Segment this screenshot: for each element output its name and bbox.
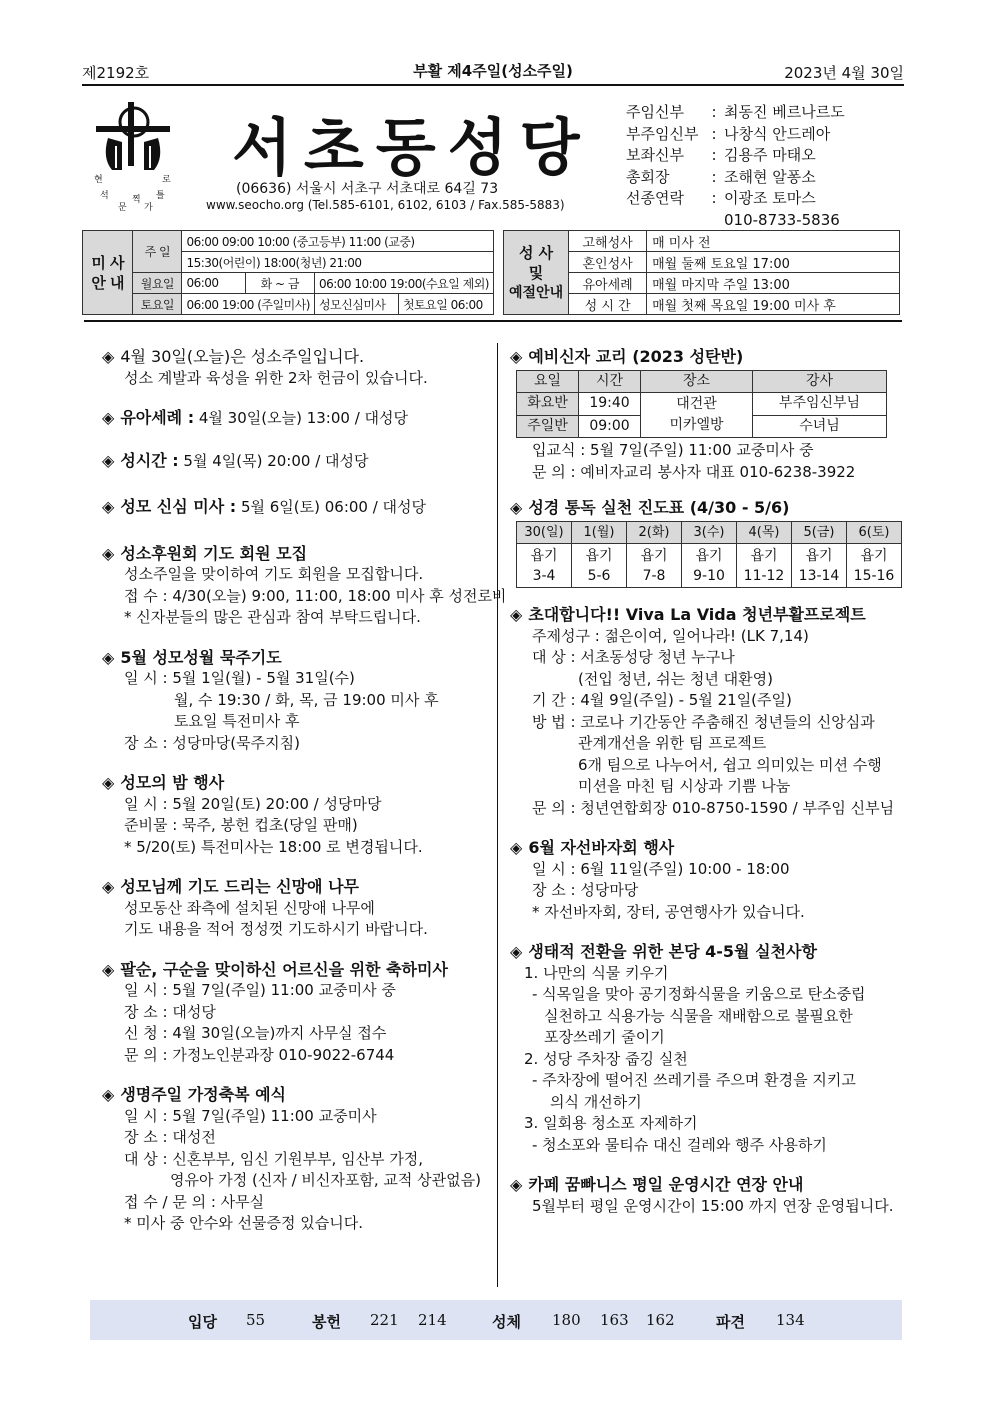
notice-family-blessing: ◈ 생명주일 가정축복 예식 일 시 : 5월 7일(주일) 11:00 교중미사 장 소 : 대성전 대 상 : 신혼부부, 임신 기원부부, 임산부 가정, 영유아 가정 (신자 / 비신자포함, 교적 상관없음) 접 수 / 문 의 : 사무실 * 미사 중 안수와 선물증정 있습니다.	[102, 1085, 481, 1232]
diamond-bullet-icon: ◈	[102, 543, 115, 563]
section-divider	[84, 320, 902, 322]
notice-elders-mass: ◈ 팔순, 구순을 맞이하신 어르신을 위한 축하미사 일 시 : 5월 7일(주일) 11:00 교중미사 중 장 소 : 대성당 신 청 : 4월 30일(오늘)까지 사무실 접수 문 의 : 가정노인분과장 010-9022-6744	[102, 959, 448, 1064]
sacrament-name: 고해성사	[569, 231, 647, 252]
sunday-times-1: 06:00 09:00 10:00 (중고등부) 11:00 (교중)	[182, 231, 494, 252]
diamond-bullet-icon: ◈	[510, 605, 523, 624]
staff-row: 보좌신부 : 김용주 마태오	[626, 146, 816, 164]
right-column	[510, 346, 902, 1235]
stat-label-offering: 봉헌	[312, 1313, 341, 1331]
sunday-label: 주 일	[133, 231, 182, 273]
sacraments-label: 성 사 및 예절안내	[504, 231, 569, 315]
notice-marian-mass: ◈ 성모 신심 미사 : 5월 6일(토) 06:00 / 대성당	[102, 497, 427, 516]
diamond-bullet-icon: ◈	[102, 877, 115, 896]
svg-text:현: 현	[94, 175, 103, 185]
stat-offering-2: 214	[418, 1311, 447, 1329]
sacrament-time: 매월 둘째 토요일 17:00	[647, 252, 900, 273]
left-column	[102, 346, 507, 1253]
notice-vocation-sunday: ◈ 4월 30일(오늘)은 성소주일입니다. 성소 계발과 육성을 위한 2차 헌금이 있습니다.	[102, 347, 428, 387]
stat-label-dismissal: 파견	[716, 1313, 745, 1331]
svg-text:틀: 틀	[156, 191, 165, 201]
stat-communion-2: 163	[600, 1311, 629, 1329]
tue-fri-label: 화 ~ 금	[245, 273, 314, 294]
stat-communion-3: 162	[646, 1311, 675, 1329]
svg-text:석: 석	[100, 191, 109, 201]
diamond-bullet-icon: ◈	[510, 347, 523, 366]
special-mass-2: 첫토요일 06:00	[398, 294, 493, 315]
church-address: (06636) 서울시 서초구 서초대로 64길 73	[236, 181, 499, 197]
sacraments-table	[503, 230, 900, 315]
mass-schedule-table	[82, 230, 494, 315]
liturgical-day: 부활 제4주일(성소주일)	[413, 62, 573, 80]
weekly-stats-bar	[90, 1300, 902, 1340]
staff-list	[626, 102, 845, 231]
catechism-table: 요일 시간 장소 강사 화요반 19:40 대건관 미카엘방 부주임신부님 주일반 09:00 수녀님	[516, 370, 887, 439]
monday-label: 월요일	[133, 273, 182, 294]
notice-infant-baptism: ◈ 유아세례 : 4월 30일(오늘) 13:00 / 대성당	[102, 408, 408, 427]
diamond-bullet-icon: ◈	[510, 498, 523, 517]
diamond-bullet-icon: ◈	[510, 1175, 523, 1194]
header-rule	[82, 84, 904, 86]
cross-hands-logo-icon	[88, 98, 180, 216]
staff-row: 010-8733-5836	[724, 210, 840, 229]
diamond-bullet-icon: ◈	[102, 959, 115, 979]
top-bar	[82, 58, 904, 84]
notice-prayer-tree: ◈ 성모님께 기도 드리는 신망애 나무 성모동산 좌측에 설치된 신망애 나무에 기도 내용을 적어 정성껏 기도하시기 바랍니다.	[102, 877, 428, 938]
church-name: 서초동성당	[232, 111, 592, 184]
diamond-bullet-icon: ◈	[102, 497, 115, 516]
saturday-time: 06:00 19:00 (주일미사)	[182, 294, 315, 315]
issue-number: 제2192호	[82, 64, 150, 82]
diamond-bullet-icon: ◈	[102, 773, 115, 792]
staff-row: 선종연락 : 이광조 토마스	[626, 189, 816, 207]
saturday-label: 토요일	[133, 294, 182, 315]
diamond-bullet-icon: ◈	[102, 1085, 115, 1104]
sacrament-name: 혼인성사	[569, 252, 647, 273]
sunday-times-2: 15:30(어린이) 18:00(청년) 21:00	[182, 252, 494, 273]
tue-fri-time: 06:00 10:00 19:00(수요일 제외)	[314, 273, 493, 294]
sacrament-name: 유아세례	[569, 273, 647, 294]
staff-row: 부주임신부 : 나창식 안드레아	[626, 124, 831, 143]
bible-reading-table: 30(일) 1(월) 2(화) 3(수) 4(목) 5(금) 6(토) 욥기 3-4 욥기 5-6 욥기 7-8 욥기 9-10 욥기 11-12 욥기 13-14 욥기 15-16	[516, 521, 902, 589]
sacrament-time: 매월 첫째 목요일 19:00 미사 후	[647, 294, 900, 315]
notice-bazaar: ◈ 6월 자선바자회 행사 일 시 : 6월 11일(주일) 10:00 - 18:00 장 소 : 성당마당 * 자선바자회, 장터, 공연행사가 있습니다.	[510, 838, 805, 921]
notice-vocation-prayer: ◈ 성소후원회 기도 회원 모집 성소주일을 맞이하여 기도 회원을 모집합니다. 접 수 : 4/30(오늘) 9:00, 11:00, 18:00 미사 후 성전로비 * 신자분들의 많은 관심과 참여 부탁드립니다.	[102, 543, 507, 626]
sacrament-name: 성 시 간	[569, 294, 647, 315]
stat-communion-1: 180	[552, 1311, 581, 1329]
monday-time: 06:00	[182, 273, 245, 294]
diamond-bullet-icon: ◈	[102, 647, 115, 667]
notice-bible-reading: ◈ 성경 통독 실천 진도표 (4/30 - 5/6) 30(일) 1(월) 2(화) 3(수) 4(목) 5(금) 6(토) 욥기 3-4 욥기 5-6 욥기 7-8 욥기 9-10 욥기 11-12 욥기 13-14 욥기 15-16	[510, 497, 902, 588]
sacrament-time: 매 미사 전	[647, 231, 900, 252]
column-divider	[497, 343, 498, 1287]
notice-mary-night: ◈ 성모의 밤 행사 일 시 : 5월 20일(토) 20:00 / 성당마당 준비물 : 묵주, 봉헌 컵초(당일 판매) * 5/20(토) 특전미사는 18:00 로 변경됩니다.	[102, 773, 423, 856]
notice-catechism: ◈ 예비신자 교리 (2023 성탄반) 요일 시간 장소 강사 화요반 19:40 대건관 미카엘방 부주임신부님 주일반 09:00 수녀님 입교식 : 5월 7일(주일) 11:00 교중미사 중 문 의 : 예비자교리 봉사자 대표 010-6238-3922	[510, 346, 902, 483]
diamond-bullet-icon: ◈	[102, 408, 115, 427]
notice-cafe: ◈ 카페 꿈빠니스 평일 운영시간 연장 안내 5월부터 평일 운영시간이 15:00 까지 연장 운영됩니다.	[510, 1175, 894, 1215]
stat-offering-1: 221	[370, 1311, 399, 1329]
special-mass-1: 성모신심미사	[314, 294, 398, 315]
publication-date: 2023년 4월 30일	[784, 64, 904, 82]
diamond-bullet-icon: ◈	[510, 942, 523, 961]
notice-holy-hour: ◈ 성시간 : 5월 4일(목) 20:00 / 대성당	[102, 450, 369, 470]
sacrament-time: 매월 마지막 주일 13:00	[647, 273, 900, 294]
diamond-bullet-icon: ◈	[102, 347, 115, 366]
stat-label-communion: 성체	[492, 1313, 521, 1331]
notice-youth-project: ◈ 초대합니다!! Viva La Vida 청년부활프로젝트 주제성구 : 젊은이여, 일어나라! (LK 7,14) 대 상 : 서초동성당 청년 누구나 (전입 청년, 쉬는 청년 대환영) 기 간 : 4월 9일(주일) - 5월 21일(주일) 방 법 : 코로나 기간동안 주춤해진 청년들의 신앙심과 관계개선을 위한 팀 프로젝트 6개 팀으로 나누어서, 쉽고 의미있는 미션 수행 미션을 마친 팀 시상과 기쁨 나눔 문 의 : 청년연합회장 010-8750-1590 / 부주임 신부님	[510, 605, 895, 817]
staff-row: 주임신부 : 최동진 베르나르도	[626, 103, 845, 121]
diamond-bullet-icon: ◈	[510, 838, 523, 857]
stat-label-entrance: 입당	[188, 1313, 217, 1331]
stat-dismissal: 134	[776, 1311, 805, 1329]
church-contact: www.seocho.org (Tel.585-6101, 6102, 6103 / Fax.585-5883)	[206, 198, 565, 212]
svg-text:가: 가	[144, 203, 153, 213]
svg-text:찍: 찍	[132, 195, 141, 205]
notice-rosary-month: ◈ 5월 성모성월 묵주기도 일 시 : 5월 1일(월) - 5월 31일(수) 월, 수 19:30 / 화, 목, 금 19:00 미사 후 토요일 특전미사 후 장 소 : 성당마당(묵주지침)	[102, 647, 439, 752]
svg-text:로: 로	[162, 175, 171, 185]
mass-label: 미 사 안 내	[83, 231, 133, 315]
stat-entrance: 55	[246, 1311, 266, 1329]
svg-text:문: 문	[118, 203, 127, 213]
church-logo	[88, 98, 180, 216]
staff-row: 총회장 : 조해현 알퐁소	[626, 167, 816, 186]
notice-ecology: ◈ 생태적 전환을 위한 본당 4-5월 실천사항 1. 나만의 식물 키우기 - 식목일을 맞아 공기정화식물을 키움으로 탄소중립 실천하고 식용가능 식물을 재배함으로 불필요한 포장쓰레기 줄이기 2. 성당 주차장 줍깅 실천 - 주차장에 떨어진 쓰레기를 주으며 환경을 지키고 의식 개선하기 3. 일회용 청소포 자제하기 - 청소포와 물티슈 대신 걸레와 행주 사용하기	[510, 942, 866, 1154]
diamond-bullet-icon: ◈	[102, 450, 115, 470]
